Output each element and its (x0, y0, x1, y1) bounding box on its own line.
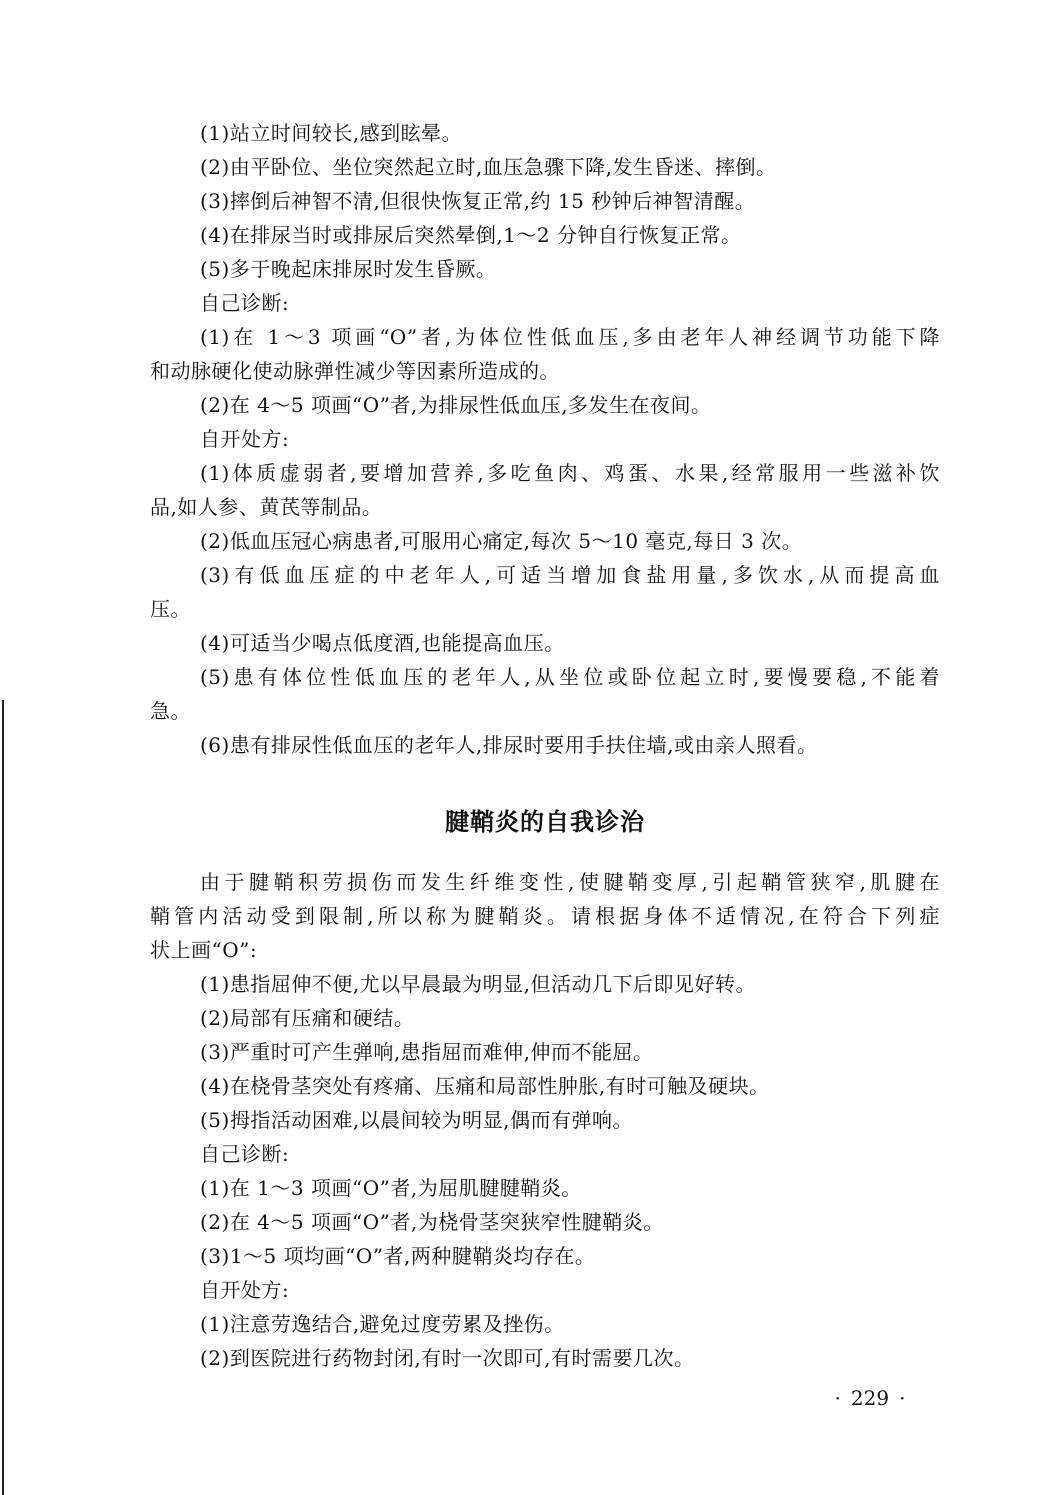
text-line: (3)有低血压症的中老年人,可适当增加食盐用量,多饮水,从而提高血 (200, 563, 940, 587)
folio-dot-right: · (899, 1386, 906, 1410)
text-line: (5)多于晚起床排尿时发生昏厥。 (200, 257, 497, 281)
folio-dot-left: · (834, 1386, 841, 1410)
text-line: (4)可适当少喝点低度酒,也能提高血压。 (200, 631, 565, 655)
scan-edge-line (2, 700, 4, 1495)
diagnosis-label: 自己诊断: (200, 291, 290, 315)
text-line: (1)体质虚弱者,要增加营养,多吃鱼肉、鸡蛋、水果,经常服用一些滋补饮 (200, 461, 940, 485)
page-number-value: 229 (850, 1386, 890, 1410)
text-line: (3)严重时可产生弹响,患指屈而难伸,伸而不能屈。 (200, 1040, 654, 1064)
text-line: (4)在桡骨茎突处有疼痛、压痛和局部性肿胀,有时可触及硬块。 (200, 1074, 770, 1098)
section-tenosynovitis-text (150, 865, 940, 1375)
text-line: 压。 (150, 597, 191, 621)
text-line: 急。 (150, 699, 191, 723)
text-line: (3)摔倒后神智不清,但很快恢复正常,约 15 秒钟后神智清醒。 (200, 189, 756, 213)
text-line: (1)站立时间较长,感到眩晕。 (200, 121, 463, 145)
text-line: 品,如人参、黄芪等制品。 (150, 495, 383, 519)
text-line: (2)在 4～5 项画“O”者,为桡骨茎突狭窄性腱鞘炎。 (200, 1210, 664, 1234)
text-line: (2)到医院进行药物封闭,有时一次即可,有时需要几次。 (200, 1346, 695, 1370)
text-line: (2)局部有压痛和硬结。 (200, 1006, 415, 1030)
text-line: (5)拇指活动困难,以晨间较为明显,偶而有弹响。 (200, 1108, 634, 1132)
prescription-label: 自开处方: (200, 427, 290, 451)
diagnosis-label: 自己诊断: (200, 1142, 290, 1166)
prescription-label: 自开处方: (200, 1278, 290, 1302)
text-line: (1)在 1～3 项画“O”者,为体位性低血压,多由老年人神经调节功能下降 (200, 325, 940, 349)
text-line: (3)1～5 项均画“O”者,两种腱鞘炎均存在。 (200, 1244, 596, 1268)
text-line: (4)在排尿当时或排尿后突然晕倒,1～2 分钟自行恢复正常。 (200, 223, 742, 247)
text-line: (2)由平卧位、坐位突然起立时,血压急骤下降,发生昏迷、摔倒。 (200, 155, 777, 179)
text-line: (2)低血压冠心病患者,可服用心痛定,每次 5～10 毫克,每日 3 次。 (200, 529, 803, 553)
text-line: (6)患有排尿性低血压的老年人,排尿时要用手扶住墙,或由亲人照看。 (200, 733, 818, 757)
text-line: 和动脉硬化使动脉弹性减少等因素所造成的。 (150, 359, 560, 383)
section-title: 腱鞘炎的自我诊治 (445, 808, 645, 836)
text-line: (1)在 1～3 项画“O”者,为屈肌腱腱鞘炎。 (200, 1176, 582, 1200)
text-line: (2)在 4～5 项画“O”者,为排尿性低血压,多发生在夜间。 (200, 393, 712, 417)
text-line: (1)注意劳逸结合,避免过度劳累及挫伤。 (200, 1312, 565, 1336)
text-line: 鞘管内活动受到限制,所以称为腱鞘炎。请根据身体不适情况,在符合下列症 (150, 904, 940, 928)
page-number (820, 1383, 920, 1413)
text-line: (1)患指屈伸不便,尤以早晨最为明显,但活动几下后即见好转。 (200, 972, 757, 996)
text-line: (5)患有体位性低血压的老年人,从坐位或卧位起立时,要慢要稳,不能着 (200, 665, 940, 689)
section-hypotension-text (150, 116, 940, 762)
text-line: 状上画“O”: (150, 938, 258, 962)
text-line: 由于腱鞘积劳损伤而发生纤维变性,使腱鞘变厚,引起鞘管狭窄,肌腱在 (200, 870, 940, 894)
